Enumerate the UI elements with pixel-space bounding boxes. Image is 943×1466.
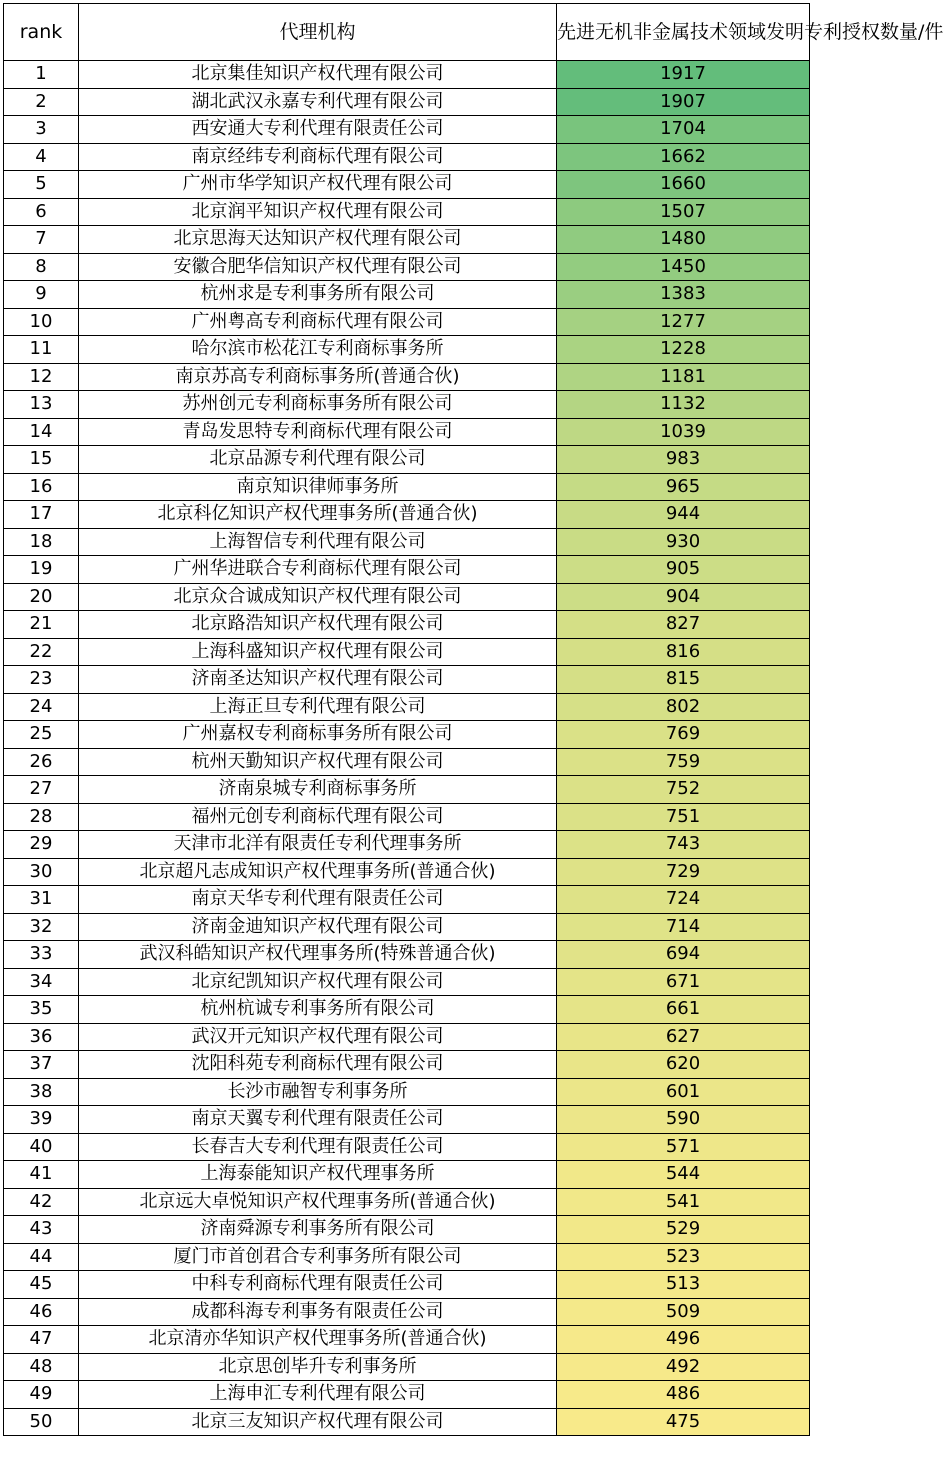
count-cell: 627 — [557, 1023, 810, 1051]
rank-cell: 22 — [4, 638, 79, 666]
count-cell: 802 — [557, 693, 810, 721]
table-row — [4, 1298, 810, 1326]
count-cell: 661 — [557, 996, 810, 1024]
table-row — [4, 1408, 810, 1436]
rank-cell: 3 — [4, 116, 79, 144]
agency-cell: 济南金迪知识产权代理有限公司 — [79, 913, 557, 941]
count-cell: 759 — [557, 748, 810, 776]
table-row — [4, 198, 810, 226]
agency-cell: 杭州杭诚专利事务所有限公司 — [79, 996, 557, 1024]
agency-cell: 北京集佳知识产权代理有限公司 — [79, 61, 557, 89]
table-row — [4, 968, 810, 996]
count-cell: 816 — [557, 638, 810, 666]
rank-cell: 17 — [4, 501, 79, 529]
agency-cell: 北京思海天达知识产权代理有限公司 — [79, 226, 557, 254]
table-row — [4, 143, 810, 171]
table-row — [4, 858, 810, 886]
rank-cell: 35 — [4, 996, 79, 1024]
count-cell: 769 — [557, 721, 810, 749]
agency-cell: 北京众合诚成知识产权代理有限公司 — [79, 583, 557, 611]
count-cell: 694 — [557, 941, 810, 969]
table-row — [4, 336, 810, 364]
agency-cell: 北京远大卓悦知识产权代理事务所(普通合伙) — [79, 1188, 557, 1216]
count-cell: 671 — [557, 968, 810, 996]
table-row — [4, 638, 810, 666]
agency-cell: 北京润平知识产权代理有限公司 — [79, 198, 557, 226]
agency-cell: 上海正旦专利代理有限公司 — [79, 693, 557, 721]
table-row — [4, 116, 810, 144]
table-row — [4, 1133, 810, 1161]
rank-cell: 15 — [4, 446, 79, 474]
count-cell: 714 — [557, 913, 810, 941]
rank-cell: 43 — [4, 1216, 79, 1244]
count-cell: 743 — [557, 831, 810, 859]
table-row — [4, 1381, 810, 1409]
rank-cell: 40 — [4, 1133, 79, 1161]
table-row — [4, 226, 810, 254]
table-body — [4, 61, 810, 1436]
table-row — [4, 171, 810, 199]
rank-cell: 49 — [4, 1381, 79, 1409]
table-row — [4, 776, 810, 804]
count-cell: 1660 — [557, 171, 810, 199]
table-row — [4, 748, 810, 776]
table-row — [4, 418, 810, 446]
table-row — [4, 996, 810, 1024]
agency-cell: 北京品源专利代理有限公司 — [79, 446, 557, 474]
table-row — [4, 1078, 810, 1106]
count-cell: 1039 — [557, 418, 810, 446]
rank-cell: 20 — [4, 583, 79, 611]
agency-cell: 北京思创毕升专利事务所 — [79, 1353, 557, 1381]
rank-cell: 32 — [4, 913, 79, 941]
count-cell: 523 — [557, 1243, 810, 1271]
table-row — [4, 1161, 810, 1189]
table-row — [4, 281, 810, 309]
agency-cell: 上海泰能知识产权代理事务所 — [79, 1161, 557, 1189]
count-cell: 905 — [557, 556, 810, 584]
table-row — [4, 556, 810, 584]
agency-cell: 厦门市首创君合专利事务所有限公司 — [79, 1243, 557, 1271]
agency-cell: 中科专利商标代理有限责任公司 — [79, 1271, 557, 1299]
count-cell: 1907 — [557, 88, 810, 116]
table-row — [4, 721, 810, 749]
agency-cell: 上海智信专利代理有限公司 — [79, 528, 557, 556]
count-cell: 944 — [557, 501, 810, 529]
agency-cell: 沈阳科苑专利商标代理有限公司 — [79, 1051, 557, 1079]
table-row — [4, 308, 810, 336]
agency-cell: 济南泉城专利商标事务所 — [79, 776, 557, 804]
count-cell: 1917 — [557, 61, 810, 89]
rank-cell: 6 — [4, 198, 79, 226]
agency-cell: 广州嘉权专利商标事务所有限公司 — [79, 721, 557, 749]
agency-cell: 济南圣达知识产权代理有限公司 — [79, 666, 557, 694]
rank-cell: 37 — [4, 1051, 79, 1079]
table-row — [4, 253, 810, 281]
agency-cell: 南京天翼专利代理有限责任公司 — [79, 1106, 557, 1134]
count-cell: 571 — [557, 1133, 810, 1161]
agency-cell: 青岛发思特专利商标代理有限公司 — [79, 418, 557, 446]
table-row — [4, 1271, 810, 1299]
table-row — [4, 391, 810, 419]
table-row — [4, 831, 810, 859]
table-row — [4, 446, 810, 474]
count-cell: 620 — [557, 1051, 810, 1079]
agency-cell: 哈尔滨市松花江专利商标事务所 — [79, 336, 557, 364]
agency-cell: 南京经纬专利商标代理有限公司 — [79, 143, 557, 171]
ranking-table — [3, 3, 943, 1436]
rank-cell: 42 — [4, 1188, 79, 1216]
rank-cell: 12 — [4, 363, 79, 391]
agency-cell: 济南舜源专利事务所有限公司 — [79, 1216, 557, 1244]
table-row — [4, 666, 810, 694]
count-cell: 541 — [557, 1188, 810, 1216]
agency-cell: 上海科盛知识产权代理有限公司 — [79, 638, 557, 666]
agency-cell: 北京超凡志成知识产权代理事务所(普通合伙) — [79, 858, 557, 886]
rank-cell: 25 — [4, 721, 79, 749]
agency-cell: 长沙市融智专利事务所 — [79, 1078, 557, 1106]
rank-cell: 13 — [4, 391, 79, 419]
rank-cell: 14 — [4, 418, 79, 446]
rank-cell: 1 — [4, 61, 79, 89]
count-cell: 513 — [557, 1271, 810, 1299]
table-row — [4, 1326, 810, 1354]
agency-cell: 北京清亦华知识产权代理事务所(普通合伙) — [79, 1326, 557, 1354]
rank-cell: 27 — [4, 776, 79, 804]
count-cell: 729 — [557, 858, 810, 886]
agency-cell: 武汉科皓知识产权代理事务所(特殊普通合伙) — [79, 941, 557, 969]
count-cell: 544 — [557, 1161, 810, 1189]
header-count: 先进无机非金属技术领域发明专利授权数量/件 — [557, 4, 810, 61]
table-row — [4, 363, 810, 391]
table-row — [4, 1216, 810, 1244]
rank-cell: 31 — [4, 886, 79, 914]
header-row — [4, 4, 810, 61]
rank-cell: 5 — [4, 171, 79, 199]
agency-cell: 西安通大专利代理有限责任公司 — [79, 116, 557, 144]
table-row — [4, 88, 810, 116]
rank-cell: 16 — [4, 473, 79, 501]
rank-cell: 46 — [4, 1298, 79, 1326]
rank-cell: 4 — [4, 143, 79, 171]
count-cell: 930 — [557, 528, 810, 556]
table-row — [4, 501, 810, 529]
rank-cell: 2 — [4, 88, 79, 116]
agency-cell: 福州元创专利商标代理有限公司 — [79, 803, 557, 831]
agency-cell: 苏州创元专利商标事务所有限公司 — [79, 391, 557, 419]
agency-cell: 天津市北洋有限责任专利代理事务所 — [79, 831, 557, 859]
agency-cell: 湖北武汉永嘉专利代理有限公司 — [79, 88, 557, 116]
count-cell: 983 — [557, 446, 810, 474]
agency-cell: 杭州天勤知识产权代理有限公司 — [79, 748, 557, 776]
rank-cell: 28 — [4, 803, 79, 831]
table-row — [4, 611, 810, 639]
header-rank: rank — [4, 4, 79, 61]
agency-cell: 杭州求是专利事务所有限公司 — [79, 281, 557, 309]
table-row — [4, 1051, 810, 1079]
count-cell: 1132 — [557, 391, 810, 419]
count-cell: 724 — [557, 886, 810, 914]
rank-cell: 41 — [4, 1161, 79, 1189]
table-row — [4, 528, 810, 556]
table-row — [4, 803, 810, 831]
table-row — [4, 693, 810, 721]
rank-cell: 24 — [4, 693, 79, 721]
rank-cell: 50 — [4, 1408, 79, 1436]
rank-cell: 38 — [4, 1078, 79, 1106]
agency-cell: 南京天华专利代理有限责任公司 — [79, 886, 557, 914]
count-cell: 601 — [557, 1078, 810, 1106]
rank-cell: 8 — [4, 253, 79, 281]
count-cell: 486 — [557, 1381, 810, 1409]
rank-cell: 19 — [4, 556, 79, 584]
rank-cell: 9 — [4, 281, 79, 309]
count-cell: 529 — [557, 1216, 810, 1244]
agency-cell: 广州市华学知识产权代理有限公司 — [79, 171, 557, 199]
agency-cell: 北京路浩知识产权代理有限公司 — [79, 611, 557, 639]
table-row — [4, 583, 810, 611]
table-row — [4, 913, 810, 941]
count-cell: 475 — [557, 1408, 810, 1436]
agency-cell: 成都科海专利事务有限责任公司 — [79, 1298, 557, 1326]
count-cell: 965 — [557, 473, 810, 501]
rank-cell: 33 — [4, 941, 79, 969]
table-row — [4, 473, 810, 501]
table-row — [4, 1023, 810, 1051]
rank-cell: 11 — [4, 336, 79, 364]
count-cell: 509 — [557, 1298, 810, 1326]
count-cell: 1181 — [557, 363, 810, 391]
table-row — [4, 61, 810, 89]
table-row — [4, 941, 810, 969]
count-cell: 1383 — [557, 281, 810, 309]
count-cell: 1450 — [557, 253, 810, 281]
table-row — [4, 1243, 810, 1271]
agency-cell: 武汉开元知识产权代理有限公司 — [79, 1023, 557, 1051]
rank-cell: 34 — [4, 968, 79, 996]
rank-cell: 45 — [4, 1271, 79, 1299]
count-cell: 827 — [557, 611, 810, 639]
count-cell: 815 — [557, 666, 810, 694]
table-row — [4, 1353, 810, 1381]
rank-cell: 18 — [4, 528, 79, 556]
count-cell: 904 — [557, 583, 810, 611]
agency-cell: 北京科亿知识产权代理事务所(普通合伙) — [79, 501, 557, 529]
count-cell: 590 — [557, 1106, 810, 1134]
count-cell: 1277 — [557, 308, 810, 336]
table-row — [4, 1188, 810, 1216]
rank-cell: 39 — [4, 1106, 79, 1134]
agency-cell: 长春吉大专利代理有限责任公司 — [79, 1133, 557, 1161]
count-cell: 751 — [557, 803, 810, 831]
rank-cell: 21 — [4, 611, 79, 639]
rank-cell: 44 — [4, 1243, 79, 1271]
agency-cell: 广州粤高专利商标代理有限公司 — [79, 308, 557, 336]
count-cell: 1507 — [557, 198, 810, 226]
header-agency: 代理机构 — [79, 4, 557, 61]
agency-cell: 南京苏高专利商标事务所(普通合伙) — [79, 363, 557, 391]
agency-cell: 南京知识律师事务所 — [79, 473, 557, 501]
agency-cell: 上海申汇专利代理有限公司 — [79, 1381, 557, 1409]
rank-cell: 30 — [4, 858, 79, 886]
agency-cell: 安徽合肥华信知识产权代理有限公司 — [79, 253, 557, 281]
rank-cell: 23 — [4, 666, 79, 694]
count-cell: 1480 — [557, 226, 810, 254]
table-row — [4, 1106, 810, 1134]
count-cell: 496 — [557, 1326, 810, 1354]
rank-cell: 26 — [4, 748, 79, 776]
agency-cell: 广州华进联合专利商标代理有限公司 — [79, 556, 557, 584]
rank-cell: 48 — [4, 1353, 79, 1381]
table-row — [4, 886, 810, 914]
rank-cell: 7 — [4, 226, 79, 254]
count-cell: 1228 — [557, 336, 810, 364]
count-cell: 492 — [557, 1353, 810, 1381]
count-cell: 1662 — [557, 143, 810, 171]
agency-cell: 北京纪凯知识产权代理有限公司 — [79, 968, 557, 996]
rank-cell: 47 — [4, 1326, 79, 1354]
agency-cell: 北京三友知识产权代理有限公司 — [79, 1408, 557, 1436]
rank-cell: 29 — [4, 831, 79, 859]
count-cell: 1704 — [557, 116, 810, 144]
rank-cell: 36 — [4, 1023, 79, 1051]
rank-cell: 10 — [4, 308, 79, 336]
count-cell: 752 — [557, 776, 810, 804]
